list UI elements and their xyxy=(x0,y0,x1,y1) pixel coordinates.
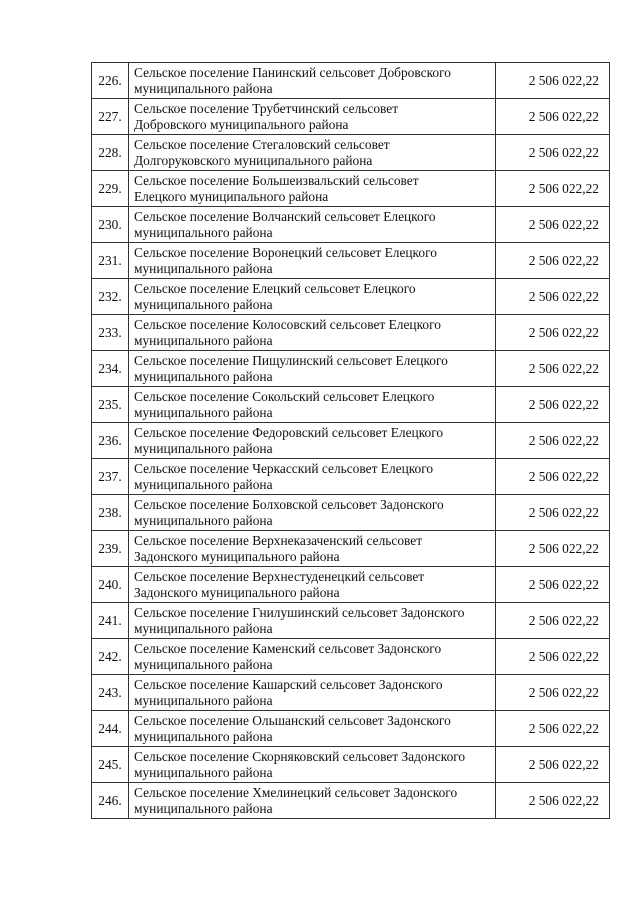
settlement-name xyxy=(129,63,496,99)
settlement-name-line-1: Сельское поселение Трубетчинский сельсовет xyxy=(134,101,399,116)
settlement-name-line-2: муниципального района xyxy=(134,296,273,312)
table-row xyxy=(92,567,610,603)
settlement-name-line-1: Сельское поселение Черкасский сельсовет Елецкого xyxy=(134,461,434,476)
settlement-name xyxy=(129,747,496,783)
table-row xyxy=(92,387,610,423)
amount-cell: 2 506 022,22 xyxy=(496,783,610,819)
settlement-name-line-1: Сельское поселение Скорняковский сельсовет Задонского xyxy=(134,749,466,764)
allocation-table-body xyxy=(92,63,610,819)
amount-cell: 2 506 022,22 xyxy=(496,531,610,567)
row-number: 245. xyxy=(92,747,129,783)
amount-cell: 2 506 022,22 xyxy=(496,99,610,135)
settlement-name-line-1: Сельское поселение Верхнеказаченский сельсовет xyxy=(134,533,423,548)
settlement-name-line-1: Сельское поселение Волчанский сельсовет Елецкого xyxy=(134,209,436,224)
settlement-name-line-2: муниципального района xyxy=(134,404,273,420)
row-number: 240. xyxy=(92,567,129,603)
settlement-name-line-2: муниципального района xyxy=(134,620,273,636)
settlement-name-line-2: муниципального района xyxy=(134,80,273,96)
settlement-name xyxy=(129,459,496,495)
amount-cell: 2 506 022,22 xyxy=(496,423,610,459)
settlement-name-line-1: Сельское поселение Воронецкий сельсовет Елецкого xyxy=(134,245,437,260)
settlement-name xyxy=(129,387,496,423)
row-number: 241. xyxy=(92,603,129,639)
table-row xyxy=(92,63,610,99)
row-number: 244. xyxy=(92,711,129,747)
settlement-name-line-1: Сельское поселение Федоровский сельсовет Елецкого xyxy=(134,425,444,440)
settlement-name xyxy=(129,495,496,531)
table-row xyxy=(92,171,610,207)
row-number: 236. xyxy=(92,423,129,459)
settlement-name xyxy=(129,603,496,639)
row-number: 243. xyxy=(92,675,129,711)
settlement-name-line-2: Добровского муниципального района xyxy=(134,116,349,132)
settlement-name-line-2: Елецкого муниципального района xyxy=(134,188,329,204)
settlement-name-line-2: муниципального района xyxy=(134,512,273,528)
amount-cell: 2 506 022,22 xyxy=(496,459,610,495)
settlement-name-line-1: Сельское поселение Гнилушинский сельсовет Задонского xyxy=(134,605,465,620)
settlement-name xyxy=(129,315,496,351)
row-number: 235. xyxy=(92,387,129,423)
amount-cell: 2 506 022,22 xyxy=(496,747,610,783)
row-number: 239. xyxy=(92,531,129,567)
amount-cell: 2 506 022,22 xyxy=(496,351,610,387)
amount-cell: 2 506 022,22 xyxy=(496,567,610,603)
table-row xyxy=(92,135,610,171)
table-row xyxy=(92,423,610,459)
settlement-name xyxy=(129,531,496,567)
row-number: 233. xyxy=(92,315,129,351)
table-row xyxy=(92,279,610,315)
row-number: 230. xyxy=(92,207,129,243)
amount-cell: 2 506 022,22 xyxy=(496,315,610,351)
settlement-name xyxy=(129,423,496,459)
settlement-name-line-1: Сельское поселение Колосовский сельсовет Елецкого xyxy=(134,317,441,332)
row-number: 232. xyxy=(92,279,129,315)
amount-cell: 2 506 022,22 xyxy=(496,711,610,747)
table-row xyxy=(92,783,610,819)
settlement-name xyxy=(129,567,496,603)
row-number: 242. xyxy=(92,639,129,675)
settlement-name-line-2: Задонского муниципального района xyxy=(134,584,340,600)
settlement-name-line-2: муниципального района xyxy=(134,260,273,276)
settlement-name-line-1: Сельское поселение Елецкий сельсовет Елецкого xyxy=(134,281,416,296)
table-row xyxy=(92,351,610,387)
table-row xyxy=(92,495,610,531)
amount-cell: 2 506 022,22 xyxy=(496,63,610,99)
settlement-name-line-1: Сельское поселение Хмелинецкий сельсовет Задонского xyxy=(134,785,458,800)
settlement-name xyxy=(129,783,496,819)
settlement-name-line-1: Сельское поселение Панинский сельсовет Добровского xyxy=(134,65,451,80)
amount-cell: 2 506 022,22 xyxy=(496,243,610,279)
settlement-name-line-1: Сельское поселение Стегаловский сельсовет xyxy=(134,137,390,152)
settlement-name-line-2: муниципального района xyxy=(134,368,273,384)
amount-cell: 2 506 022,22 xyxy=(496,675,610,711)
settlement-name xyxy=(129,279,496,315)
table-row xyxy=(92,99,610,135)
settlement-name-line-1: Сельское поселение Каменский сельсовет Задонского xyxy=(134,641,442,656)
settlement-name-line-2: муниципального района xyxy=(134,800,273,816)
table-row xyxy=(92,639,610,675)
settlement-name xyxy=(129,711,496,747)
amount-cell: 2 506 022,22 xyxy=(496,135,610,171)
table-row xyxy=(92,747,610,783)
settlement-name xyxy=(129,675,496,711)
allocation-table xyxy=(91,62,610,819)
row-number: 227. xyxy=(92,99,129,135)
settlement-name-line-1: Сельское поселение Верхнестуденецкий сельсовет xyxy=(134,569,425,584)
settlement-name xyxy=(129,207,496,243)
settlement-name-line-2: муниципального района xyxy=(134,656,273,672)
amount-cell: 2 506 022,22 xyxy=(496,495,610,531)
table-row xyxy=(92,459,610,495)
settlement-name xyxy=(129,351,496,387)
settlement-name-line-1: Сельское поселение Сокольский сельсовет Елецкого xyxy=(134,389,435,404)
amount-cell: 2 506 022,22 xyxy=(496,207,610,243)
settlement-name xyxy=(129,99,496,135)
row-number: 234. xyxy=(92,351,129,387)
settlement-name-line-2: муниципального района xyxy=(134,476,273,492)
settlement-name-line-2: муниципального района xyxy=(134,728,273,744)
table-row xyxy=(92,207,610,243)
settlement-name xyxy=(129,243,496,279)
amount-cell: 2 506 022,22 xyxy=(496,171,610,207)
settlement-name-line-2: муниципального района xyxy=(134,224,273,240)
amount-cell: 2 506 022,22 xyxy=(496,387,610,423)
table-row xyxy=(92,603,610,639)
settlement-name-line-1: Сельское поселение Болховской сельсовет Задонского xyxy=(134,497,444,512)
amount-cell: 2 506 022,22 xyxy=(496,603,610,639)
amount-cell: 2 506 022,22 xyxy=(496,639,610,675)
row-number: 238. xyxy=(92,495,129,531)
settlement-name-line-2: муниципального района xyxy=(134,440,273,456)
table-row xyxy=(92,675,610,711)
settlement-name-line-1: Сельское поселение Кашарский сельсовет Задонского xyxy=(134,677,443,692)
settlement-name xyxy=(129,639,496,675)
settlement-name-line-2: Долгоруковского муниципального района xyxy=(134,152,373,168)
row-number: 246. xyxy=(92,783,129,819)
settlement-name xyxy=(129,135,496,171)
row-number: 229. xyxy=(92,171,129,207)
settlement-name-line-1: Сельское поселение Ольшанский сельсовет Задонского xyxy=(134,713,451,728)
row-number: 237. xyxy=(92,459,129,495)
settlement-name-line-2: Задонского муниципального района xyxy=(134,548,340,564)
document-page xyxy=(91,62,610,819)
settlement-name-line-1: Сельское поселение Большеизвальский сельсовет xyxy=(134,173,419,188)
settlement-name xyxy=(129,171,496,207)
table-row xyxy=(92,243,610,279)
amount-cell: 2 506 022,22 xyxy=(496,279,610,315)
table-row xyxy=(92,531,610,567)
settlement-name-line-1: Сельское поселение Пищулинский сельсовет Елецкого xyxy=(134,353,448,368)
settlement-name-line-2: муниципального района xyxy=(134,332,273,348)
table-row xyxy=(92,315,610,351)
row-number: 226. xyxy=(92,63,129,99)
settlement-name-line-2: муниципального района xyxy=(134,764,273,780)
row-number: 231. xyxy=(92,243,129,279)
row-number: 228. xyxy=(92,135,129,171)
settlement-name-line-2: муниципального района xyxy=(134,692,273,708)
table-row xyxy=(92,711,610,747)
